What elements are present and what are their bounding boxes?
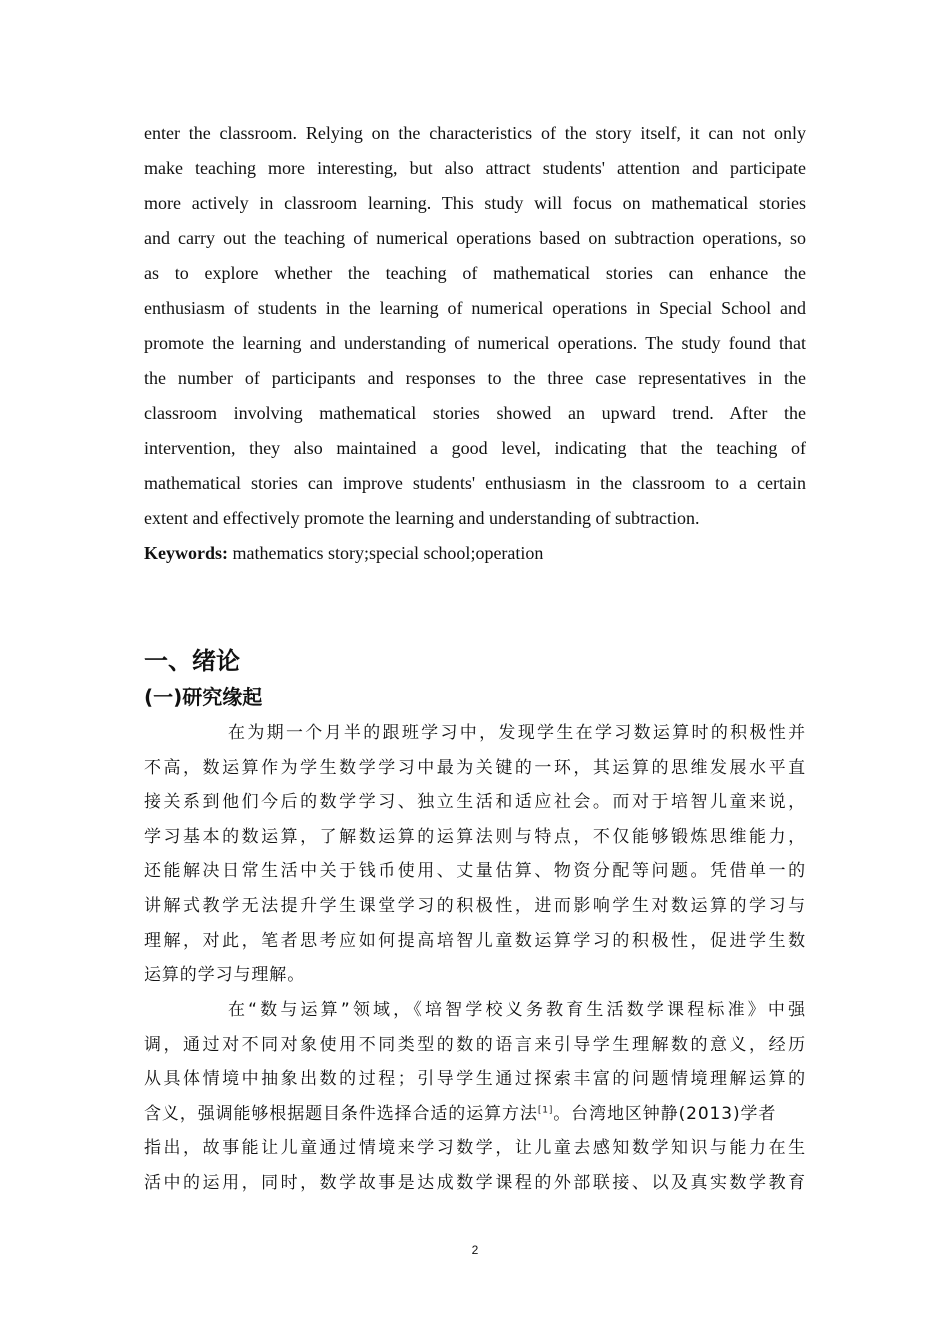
paragraph-line: 在为期一个月半的跟班学习中，发现学生在学习数运算时的积极性并	[228, 723, 806, 743]
citation-ref[interactable]: [1]	[537, 1105, 554, 1116]
keywords-line	[144, 536, 806, 571]
paragraph-line: 不高，数运算作为学生数学学习中最为关键的一环，其运算的思维发展水平直	[144, 757, 806, 778]
abstract-line: enthusiasm of students in the learning of numerical operations in Special School and	[144, 298, 806, 318]
abstract-line: and carry out the teaching of numerical operations based on subtraction operations, so	[144, 228, 806, 248]
abstract-english	[144, 116, 806, 571]
abstract-line: as to explore whether the teaching of mathematical stories can enhance the	[144, 263, 806, 283]
chapter-heading: 一、绪论	[144, 647, 240, 675]
abstract-line: classroom involving mathematical stories showed an upward trend. After the	[144, 403, 806, 423]
paragraph-line: 活中的运用，同时，数学故事是达成数学课程的外部联接、以及真实数学教育	[144, 1172, 806, 1193]
paragraph-1	[144, 716, 806, 993]
paragraph-line: 指出，故事能让儿童通过情境来学习数学，让儿童去感知数学知识与能力在生	[144, 1138, 806, 1159]
paragraph-line: 接关系到他们今后的数学学习、独立生活和适应社会。而对于培智儿童来说，	[144, 792, 806, 813]
paragraph-line	[144, 1097, 806, 1132]
paragraph-line: 讲解式教学无法提升学生课堂学习的积极性，进而影响学生对数运算的学习与	[144, 895, 806, 916]
abstract-line: promote the learning and understanding of numerical operations. The study found that	[144, 333, 806, 353]
paragraph-line: 在“数与运算”领域，《培智学校义务教育生活数学课程标准》中强	[228, 1000, 806, 1020]
paragraph-line: 理解，对此，笔者思考应如何提高培智儿童数运算学习的积极性，促进学生数	[144, 930, 806, 951]
abstract-line: intervention, they also maintained a good level, indicating that the teaching of	[144, 438, 806, 458]
section-heading: (一)研究缘起	[144, 685, 263, 709]
paragraph-line: 调，通过对不同对象使用不同类型的数的语言来引导学生理解数的意义，经历	[144, 1034, 806, 1055]
abstract-line: more actively in classroom learning. This study will focus on mathematical stories	[144, 193, 806, 213]
abstract-line: mathematical stories can improve students' enthusiasm in the classroom to a certain	[144, 473, 806, 493]
page-number: 2	[471, 1243, 479, 1257]
paragraph-text: 含义，强调能够根据题目条件选择合适的运算方法	[144, 1103, 538, 1124]
paragraph-text: 。台湾地区钟静(2013)学者	[553, 1103, 777, 1124]
paragraph-line: 从具体情境中抽象出数的过程；引导学生通过探索丰富的问题情境理解运算的	[144, 1069, 806, 1090]
paragraph-2	[144, 993, 806, 1201]
abstract-line: make teaching more interesting, but also attract students' attention and participate	[144, 158, 806, 178]
keywords-text: mathematics story;special school;operation	[228, 543, 544, 563]
abstract-line: enter the classroom. Relying on the characteristics of the story itself, it can not only	[144, 123, 806, 143]
paragraph-line: 运算的学习与理解。	[144, 965, 306, 986]
keywords-label: Keywords:	[144, 543, 228, 563]
paragraph-line: 还能解决日常生活中关于钱币使用、丈量估算、物资分配等问题。凭借单一的	[144, 861, 806, 882]
abstract-line: the number of participants and responses to the three case representatives in the	[144, 368, 806, 388]
paragraph-line: 学习基本的数运算，了解数运算的运算法则与特点，不仅能够锻炼思维能力，	[144, 826, 806, 847]
abstract-line: extent and effectively promote the learning and understanding of subtraction.	[144, 508, 700, 528]
